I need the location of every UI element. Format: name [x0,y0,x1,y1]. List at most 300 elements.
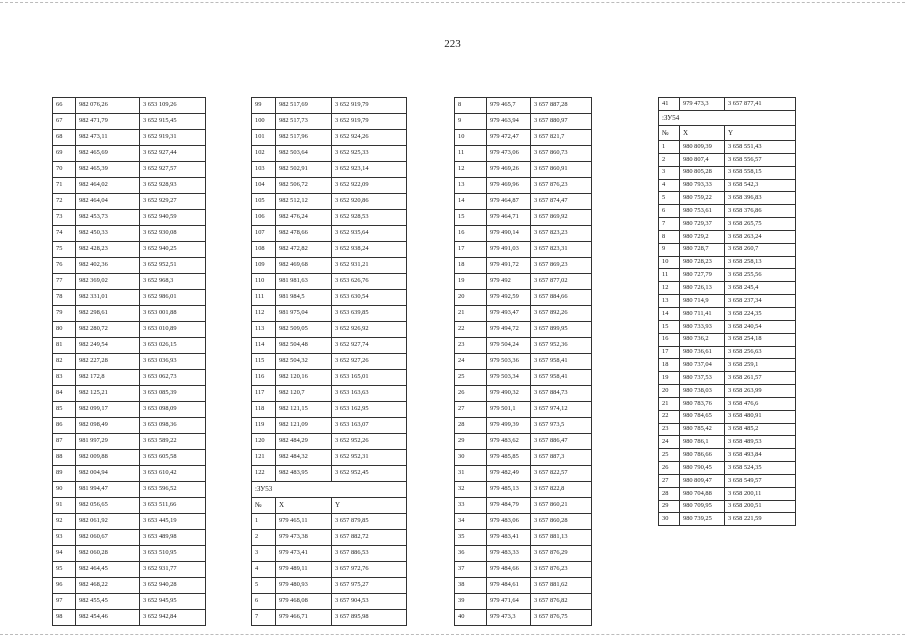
table-row [659,436,796,449]
table-row [252,274,407,290]
y-coordinate: 3 657 877,41 [725,98,796,111]
table-row [53,210,206,226]
point-number: 121 [252,450,276,466]
x-coordinate: 979 466,71 [276,610,332,626]
top-edge-rule [0,2,905,3]
table-row [252,114,407,130]
y-coordinate: 3 657 899,95 [531,322,592,338]
table-row [455,114,592,130]
y-coordinate: 3 657 892,26 [531,306,592,322]
point-number: 25 [455,370,487,386]
point-number: 73 [53,210,76,226]
y-coordinate: 3 658 224,35 [725,307,796,320]
table-row [659,256,796,269]
point-number: 87 [53,434,76,450]
x-coordinate: 982 009,88 [76,450,140,466]
x-coordinate: 981 981,63 [276,274,332,290]
point-number: 10 [455,130,487,146]
y-coordinate: 3 657 958,41 [531,354,592,370]
point-number: 27 [659,474,680,487]
y-coordinate: 3 653 639,85 [332,306,407,322]
y-coordinate: 3 657 877,02 [531,274,592,290]
x-coordinate: 980 809,47 [680,474,725,487]
coordinate-table-column-3 [454,97,592,626]
y-coordinate: 3 653 109,26 [140,98,206,114]
point-number: 22 [455,322,487,338]
table-row [659,218,796,231]
x-coordinate: 982 471,79 [76,114,140,130]
point-number: 4 [659,179,680,192]
table-row [53,562,206,578]
x-coordinate: 982 060,67 [76,530,140,546]
x-coordinate: 980 753,61 [680,205,725,218]
x-coordinate: 979 490,32 [487,386,531,402]
x-coordinate: 980 711,41 [680,307,725,320]
point-number: 85 [53,402,76,418]
y-coordinate: 3 657 974,12 [531,402,592,418]
table-row [455,418,592,434]
table-header-row [252,498,407,514]
point-number: 108 [252,242,276,258]
y-coordinate: 3 657 860,91 [531,162,592,178]
table-row [252,354,407,370]
x-coordinate: 980 759,22 [680,192,725,205]
table-row [455,258,592,274]
point-number: 39 [455,594,487,610]
point-number: 84 [53,386,76,402]
y-coordinate: 3 652 929,27 [140,194,206,210]
y-coordinate: 3 653 510,95 [140,546,206,562]
y-coordinate: 3 652 938,24 [332,242,407,258]
point-number: 26 [455,386,487,402]
y-coordinate: 3 658 556,57 [725,153,796,166]
y-coordinate: 3 653 036,93 [140,354,206,370]
y-coordinate: 3 652 927,57 [140,162,206,178]
table-row [455,130,592,146]
table-row [53,178,206,194]
y-coordinate: 3 657 823,31 [531,242,592,258]
y-coordinate: 3 652 919,79 [332,98,407,114]
table-row [659,269,796,282]
section-label-row [659,111,796,126]
x-coordinate: 982 125,21 [76,386,140,402]
coordinate-table-column-1 [52,97,206,626]
x-coordinate: 979 480,93 [276,578,332,594]
y-column-header: Y [725,126,796,141]
y-coordinate: 3 658 259,1 [725,359,796,372]
table-row [252,178,407,194]
table-row [659,205,796,218]
y-coordinate: 3 653 589,22 [140,434,206,450]
x-coordinate: 982 502,91 [276,162,332,178]
point-number: 72 [53,194,76,210]
point-number: 9 [659,243,680,256]
point-number: 30 [659,513,680,526]
x-coordinate: 981 984,5 [276,290,332,306]
table-row [252,530,407,546]
table-row [455,498,592,514]
x-coordinate: 982 503,64 [276,146,332,162]
table-row [659,282,796,295]
x-coordinate: 982 512,12 [276,194,332,210]
point-number: 11 [659,269,680,282]
table-row [53,594,206,610]
number-column-header: № [659,126,680,141]
y-coordinate: 3 652 927,74 [332,338,407,354]
y-coordinate: 3 658 396,83 [725,192,796,205]
y-coordinate: 3 653 163,07 [332,418,407,434]
point-number: 74 [53,226,76,242]
table-row [252,450,407,466]
table-row [252,578,407,594]
table-row [252,162,407,178]
point-number: 116 [252,370,276,386]
y-coordinate: 3 658 489,53 [725,436,796,449]
table-row [252,514,407,530]
y-coordinate: 3 652 940,25 [140,242,206,258]
y-coordinate: 3 653 163,63 [332,386,407,402]
x-coordinate: 982 249,54 [76,338,140,354]
table-row [252,226,407,242]
y-coordinate: 3 658 551,43 [725,141,796,154]
table-row [53,114,206,130]
point-number: 10 [659,256,680,269]
point-number: 103 [252,162,276,178]
x-coordinate: 980 809,39 [680,141,725,154]
table-row [455,402,592,418]
y-coordinate: 3 653 445,19 [140,514,206,530]
table-row [659,243,796,256]
y-coordinate: 3 657 879,85 [332,514,407,530]
x-coordinate: 982 476,24 [276,210,332,226]
point-number: 21 [659,397,680,410]
point-number: 24 [455,354,487,370]
point-number: 13 [659,295,680,308]
y-coordinate: 3 652 952,26 [332,434,407,450]
y-coordinate: 3 653 010,89 [140,322,206,338]
y-coordinate: 3 652 922,09 [332,178,407,194]
y-coordinate: 3 652 940,59 [140,210,206,226]
x-coordinate: 979 473,06 [487,146,531,162]
point-number: 38 [455,578,487,594]
y-coordinate: 3 653 062,73 [140,370,206,386]
table-row [455,594,592,610]
y-coordinate: 3 652 928,93 [140,178,206,194]
table-row [455,162,592,178]
table-row [659,487,796,500]
point-number: 37 [455,562,487,578]
x-coordinate: 982 517,96 [276,130,332,146]
x-coordinate: 982 506,72 [276,178,332,194]
point-number: 11 [455,146,487,162]
table-row [53,434,206,450]
y-coordinate: 3 653 511,66 [140,498,206,514]
table-row [53,402,206,418]
y-coordinate: 3 657 886,47 [531,434,592,450]
table-row [455,290,592,306]
y-coordinate: 3 658 254,18 [725,333,796,346]
x-coordinate: 979 490,14 [487,226,531,242]
table-row [53,386,206,402]
table-row [455,546,592,562]
point-number: 2 [252,530,276,546]
point-number: 101 [252,130,276,146]
x-coordinate: 982 465,39 [76,162,140,178]
table-row [455,450,592,466]
x-coordinate: 979 499,39 [487,418,531,434]
x-coordinate: 979 492,59 [487,290,531,306]
y-coordinate: 3 657 952,36 [531,338,592,354]
y-coordinate: 3 652 928,53 [332,210,407,226]
y-coordinate: 3 658 256,63 [725,346,796,359]
y-coordinate: 3 652 940,28 [140,578,206,594]
point-number: 75 [53,242,76,258]
y-coordinate: 3 652 968,3 [140,274,206,290]
point-number: 5 [659,192,680,205]
x-coordinate: 980 785,42 [680,423,725,436]
point-number: 16 [455,226,487,242]
point-number: 110 [252,274,276,290]
point-number: 6 [659,205,680,218]
y-coordinate: 3 657 869,92 [531,210,592,226]
x-coordinate: 980 784,65 [680,410,725,423]
x-coordinate: 979 491,03 [487,242,531,258]
point-number: 8 [659,230,680,243]
y-coordinate: 3 658 221,59 [725,513,796,526]
table-row [455,210,592,226]
table-row [659,192,796,205]
table-row [455,146,592,162]
point-number: 86 [53,418,76,434]
x-coordinate: 979 484,66 [487,562,531,578]
y-coordinate: 3 657 876,23 [531,178,592,194]
point-number: 67 [53,114,76,130]
table-row [659,166,796,179]
y-coordinate: 3 657 882,72 [332,530,407,546]
coordinate-table [454,97,592,626]
y-column-header: Y [332,498,407,514]
table-row [252,466,407,482]
x-coordinate: 982 483,95 [276,466,332,482]
x-coordinate: 980 726,13 [680,282,725,295]
table-row [659,179,796,192]
y-coordinate: 3 652 945,95 [140,594,206,610]
point-number: 5 [252,578,276,594]
x-coordinate: 982 484,29 [276,434,332,450]
table-row [252,546,407,562]
x-coordinate: 980 737,53 [680,372,725,385]
y-coordinate: 3 652 931,21 [332,258,407,274]
x-coordinate: 982 120,7 [276,386,332,402]
y-coordinate: 3 657 884,73 [531,386,592,402]
point-number: 98 [53,610,76,626]
x-coordinate: 980 727,79 [680,269,725,282]
table-row [53,370,206,386]
table-row [252,338,407,354]
y-coordinate: 3 657 860,21 [531,498,592,514]
point-number: 29 [659,500,680,513]
table-row [659,423,796,436]
y-coordinate: 3 657 822,8 [531,482,592,498]
y-coordinate: 3 658 200,51 [725,500,796,513]
y-coordinate: 3 653 026,15 [140,338,206,354]
point-number: 15 [455,210,487,226]
y-coordinate: 3 657 860,73 [531,146,592,162]
y-coordinate: 3 657 975,27 [332,578,407,594]
table-row [455,370,592,386]
point-number: 18 [659,359,680,372]
x-coordinate: 982 517,69 [276,98,332,114]
x-coordinate: 982 061,92 [76,514,140,530]
table-row [455,98,592,114]
y-coordinate: 3 657 881,13 [531,530,592,546]
x-coordinate: 982 484,32 [276,450,332,466]
x-coordinate: 982 004,94 [76,466,140,482]
x-coordinate: 982 517,73 [276,114,332,130]
point-number: 35 [455,530,487,546]
y-coordinate: 3 653 626,76 [332,274,407,290]
point-number: 82 [53,354,76,370]
x-coordinate: 982 172,8 [76,370,140,386]
y-coordinate: 3 657 876,23 [531,562,592,578]
section-label-row [252,482,407,498]
table-row [252,242,407,258]
x-coordinate: 982 060,28 [76,546,140,562]
x-coordinate: 982 098,49 [76,418,140,434]
table-row [53,306,206,322]
point-number: 90 [53,482,76,498]
point-number: 91 [53,498,76,514]
point-number: 69 [53,146,76,162]
x-coordinate: 980 807,4 [680,153,725,166]
y-coordinate: 3 658 237,34 [725,295,796,308]
point-number: 3 [659,166,680,179]
point-number: 19 [659,372,680,385]
x-coordinate: 982 121,15 [276,402,332,418]
point-number: 14 [455,194,487,210]
point-number: 21 [455,306,487,322]
table-row [53,546,206,562]
y-coordinate: 3 657 869,23 [531,258,592,274]
point-number: 66 [53,98,76,114]
table-row [252,322,407,338]
y-coordinate: 3 657 860,28 [531,514,592,530]
x-coordinate: 982 465,69 [76,146,140,162]
y-coordinate: 3 652 952,31 [332,450,407,466]
point-number: 111 [252,290,276,306]
table-row [659,230,796,243]
point-number: 117 [252,386,276,402]
x-coordinate: 979 463,94 [487,114,531,130]
x-coordinate: 981 994,47 [76,482,140,498]
x-coordinate: 979 482,49 [487,466,531,482]
page-number: 223 [444,38,461,50]
y-coordinate: 3 658 480,91 [725,410,796,423]
point-number: 89 [53,466,76,482]
table-row [252,418,407,434]
x-coordinate: 982 504,48 [276,338,332,354]
point-number: 27 [455,402,487,418]
x-coordinate: 982 464,04 [76,194,140,210]
x-coordinate: 980 729,2 [680,230,725,243]
table-row [53,578,206,594]
table-row [252,306,407,322]
table-row [252,370,407,386]
x-coordinate: 982 450,33 [76,226,140,242]
coordinate-table-column-2 [251,97,407,626]
point-number: 81 [53,338,76,354]
point-number: 12 [455,162,487,178]
y-coordinate: 3 657 887,3 [531,450,592,466]
x-coordinate: 979 484,61 [487,578,531,594]
y-coordinate: 3 652 915,45 [140,114,206,130]
table-row [455,354,592,370]
table-row [455,434,592,450]
y-coordinate: 3 652 920,86 [332,194,407,210]
y-coordinate: 3 653 162,95 [332,402,407,418]
x-coordinate: 979 473,3 [487,610,531,626]
point-number: 88 [53,450,76,466]
x-coordinate: 982 099,17 [76,402,140,418]
point-number: 7 [659,218,680,231]
point-number: 80 [53,322,76,338]
table-row [53,514,206,530]
table-row [455,530,592,546]
point-number: 95 [53,562,76,578]
x-coordinate: 979 485,13 [487,482,531,498]
point-number: 20 [455,290,487,306]
x-coordinate: 979 468,08 [276,594,332,610]
table-row [659,474,796,487]
table-row [53,418,206,434]
x-coordinate: 979 471,64 [487,594,531,610]
x-coordinate: 979 483,62 [487,434,531,450]
x-coordinate: 979 493,47 [487,306,531,322]
table-row [252,130,407,146]
y-coordinate: 3 658 549,57 [725,474,796,487]
point-number: 12 [659,282,680,295]
point-number: 96 [53,578,76,594]
point-number: 120 [252,434,276,450]
x-coordinate: 982 455,45 [76,594,140,610]
point-number: 119 [252,418,276,434]
table-row [53,450,206,466]
y-coordinate: 3 658 255,56 [725,269,796,282]
point-number: 3 [252,546,276,562]
point-number: 16 [659,333,680,346]
point-number: 17 [659,346,680,359]
point-number: 14 [659,307,680,320]
land-plot-label: :ЗУ54 [659,111,796,126]
table-row [455,226,592,242]
y-coordinate: 3 652 942,84 [140,610,206,626]
y-coordinate: 3 653 085,39 [140,386,206,402]
point-number: 13 [455,178,487,194]
table-row [53,610,206,626]
point-number: 122 [252,466,276,482]
table-row [659,153,796,166]
table-row [659,449,796,462]
table-row [455,386,592,402]
y-coordinate: 3 657 822,57 [531,466,592,482]
point-number: 79 [53,306,76,322]
x-coordinate: 982 464,45 [76,562,140,578]
point-number: 113 [252,322,276,338]
y-coordinate: 3 653 489,98 [140,530,206,546]
x-coordinate: 982 056,65 [76,498,140,514]
x-coordinate: 982 469,68 [276,258,332,274]
table-row [252,194,407,210]
